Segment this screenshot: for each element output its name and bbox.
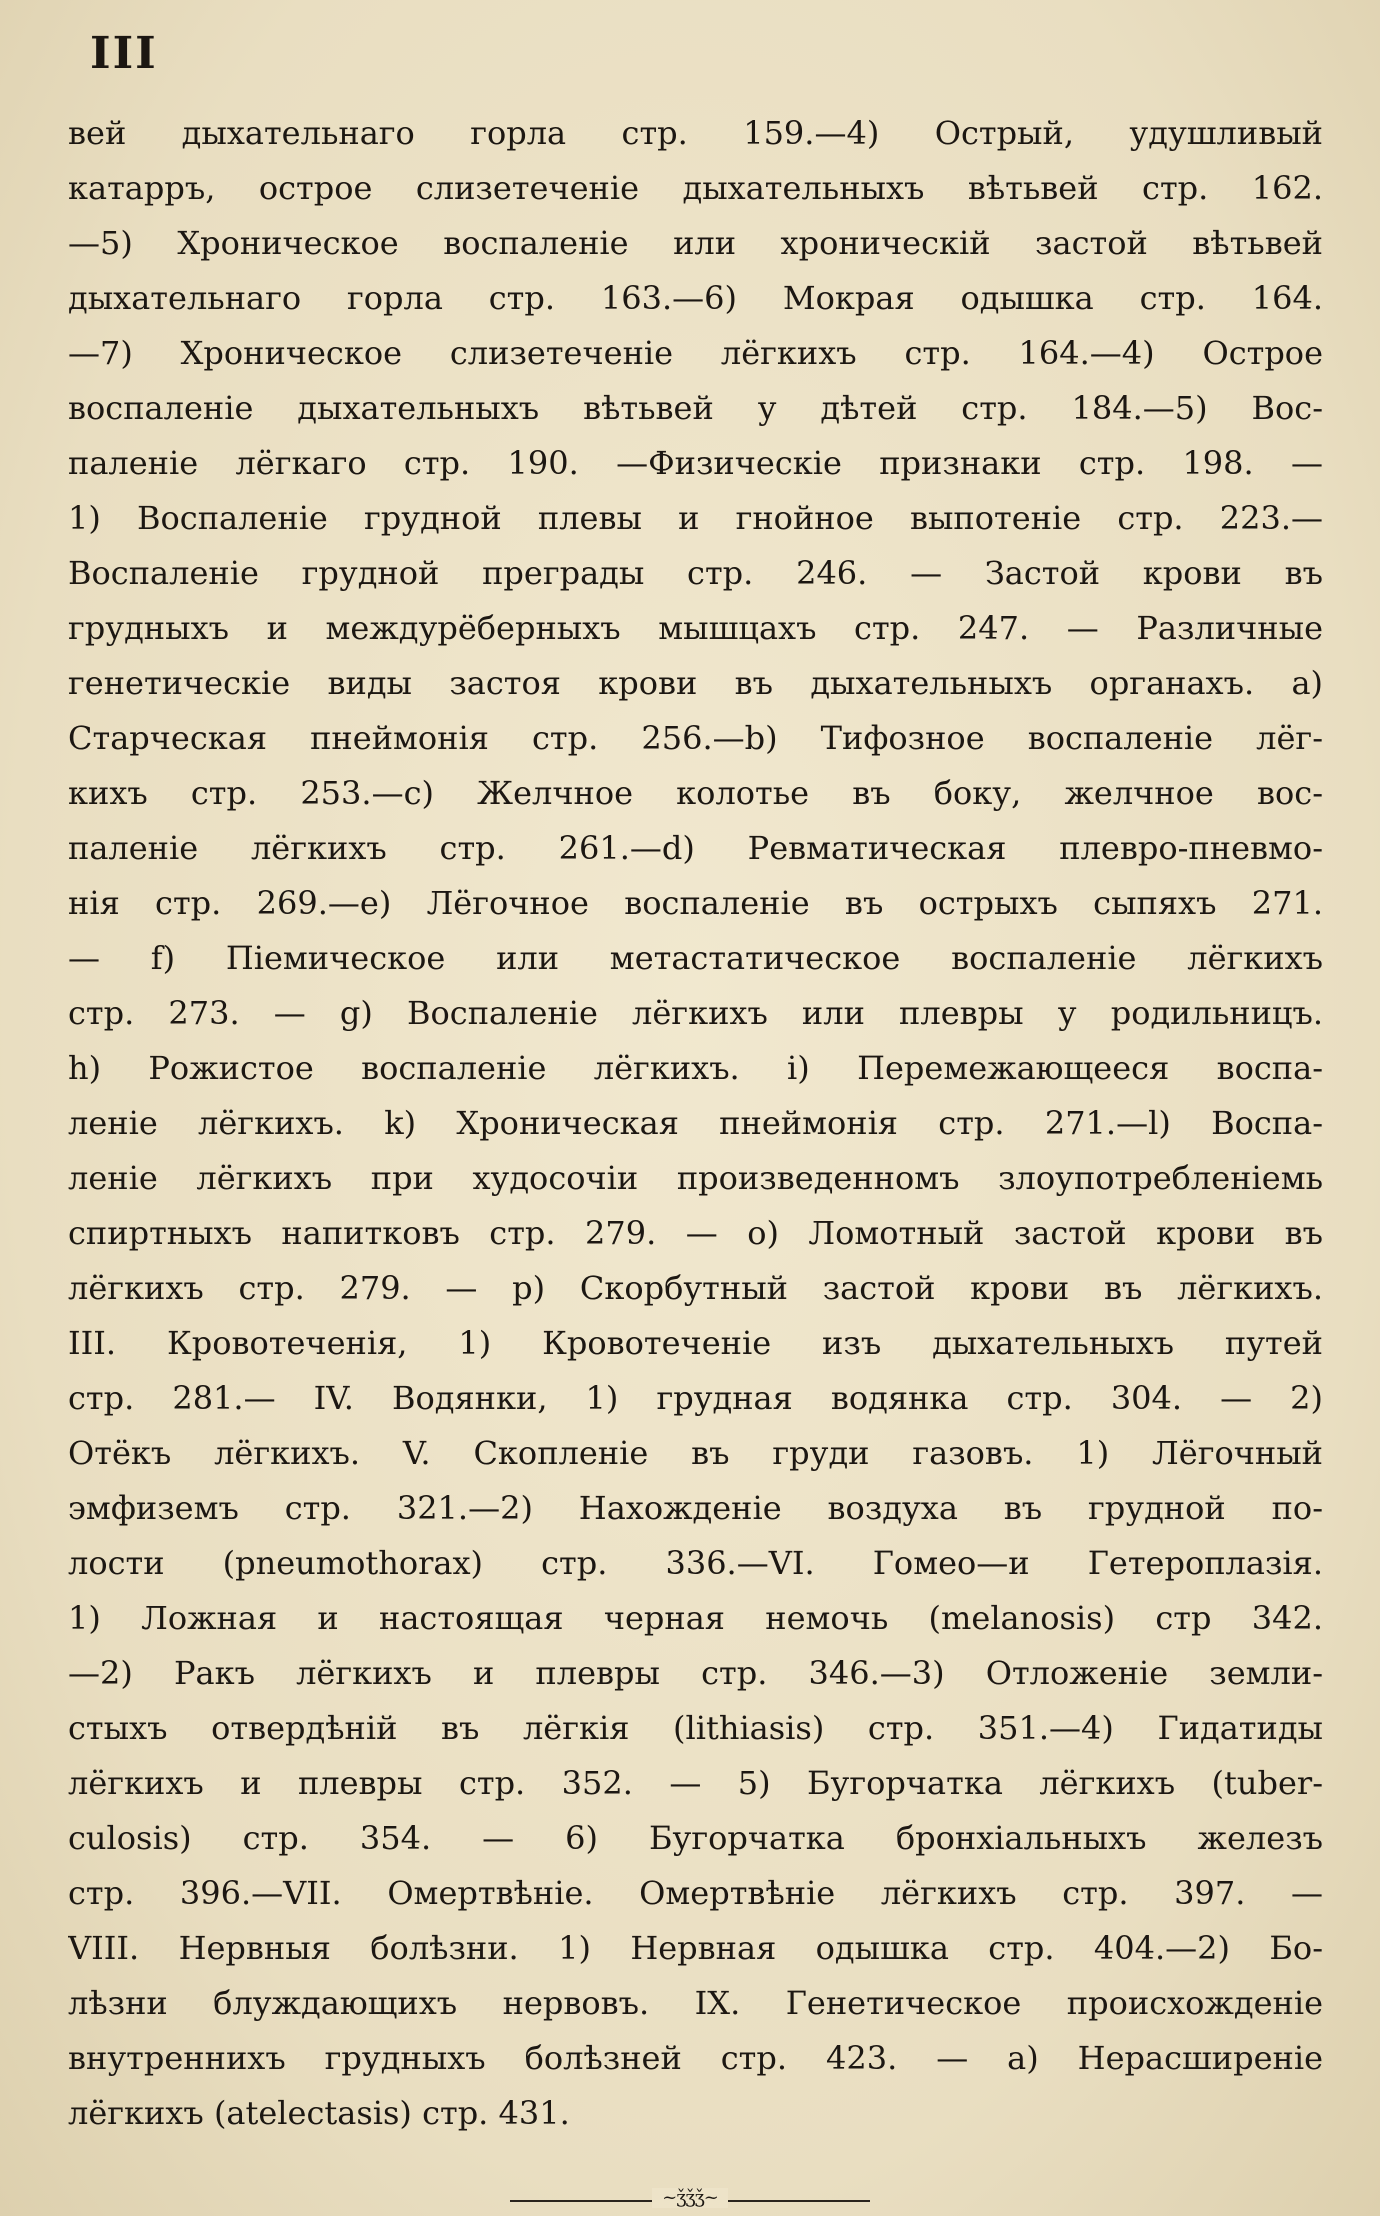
body-text xyxy=(68,106,1323,2141)
text-line: кихъ стр. 253.—с) Желчное колотье въ боку, желчное вос- xyxy=(68,774,1323,812)
text-line: culosis) стр. 354. — 6) Бугорчатка бронхіальныхъ железъ xyxy=(68,1819,1323,1857)
text-line: паленіе лёгкаго стр. 190. —Физическіе признаки стр. 198. — xyxy=(68,444,1323,482)
text-line: лёгкихъ и плевры стр. 352. — 5) Бугорчатка лёгкихъ (tuber- xyxy=(68,1764,1323,1802)
text-line: стр. 273. — g) Воспаленіе лёгкихъ или плевры у родильницъ. xyxy=(68,994,1323,1032)
text-line: — f) Піемическое или метастатическое воспаленіе лёгкихъ xyxy=(68,939,1323,977)
text-line: спиртныхъ напитковъ стр. 279. — о) Ломотный застой крови въ xyxy=(68,1214,1323,1252)
text-line: лости (pneumothorax) стр. 336.—VI. Гомео—и Гетероплазія. xyxy=(68,1544,1323,1582)
text-line: паленіе лёгкихъ стр. 261.—d) Ревматическая плевро-пневмо- xyxy=(68,829,1323,867)
text-line: генетическіе виды застоя крови въ дыхательныхъ органахъ. а) xyxy=(68,664,1323,702)
text-line: дыхательнаго горла стр. 163.—6) Мокрая одышка стр. 164. xyxy=(68,279,1323,317)
text-line: —2) Ракъ лёгкихъ и плевры стр. 346.—3) Отложеніе земли- xyxy=(68,1654,1323,1692)
text-line: лёгкихъ (atelectasis) стр. 431. xyxy=(68,2094,570,2132)
text-line: стр. 396.—VII. Омертвѣніе. Омертвѣніе лёгкихъ стр. 397. — xyxy=(68,1874,1323,1912)
text-line: VIII. Нервныя болѣзни. 1) Нервная одышка стр. 404.—2) Бо- xyxy=(68,1929,1323,1967)
text-line: Старческая пнеймонія стр. 256.—b) Тифозное воспаленіе лёг- xyxy=(68,719,1323,757)
text-line: стыхъ отвердѣній въ лёгкія (lithiasis) стр. 351.—4) Гидатиды xyxy=(68,1709,1323,1747)
text-line: III. Кровотеченія, 1) Кровотеченіе изъ дыхательныхъ путей xyxy=(68,1324,1323,1362)
text-line: леніе лёгкихъ при худосочіи произведенномъ злоупотребленіемь xyxy=(68,1159,1323,1197)
text-line: вей дыхательнаго горла стр. 159.—4) Острый, удушливый xyxy=(68,114,1323,152)
text-line: Воспаленіе грудной преграды стр. 246. — Застой крови въ xyxy=(68,554,1323,592)
text-line: лѣзни блуждающихъ нервовъ. IX. Генетическое происхожденіе xyxy=(68,1984,1323,2022)
text-line: —5) Хроническое воспаленіе или хроническій застой вѣтьвей xyxy=(68,224,1323,262)
end-ornament: ~ǯǯǯ~ xyxy=(652,2188,728,2208)
text-line: h) Рожистое воспаленіе лёгкихъ. i) Перемежающееся воспа- xyxy=(68,1049,1323,1087)
text-line: воспаленіе дыхательныхъ вѣтьвей у дѣтей стр. 184.—5) Вос- xyxy=(68,389,1323,427)
text-line: леніе лёгкихъ. k) Хроническая пнеймонія стр. 271.—l) Воспа- xyxy=(68,1104,1323,1142)
text-line: нія стр. 269.—е) Лёгочное воспаленіе въ острыхъ сыпяхъ 271. xyxy=(68,884,1323,922)
text-line: Отёкъ лёгкихъ. V. Скопленіе въ груди газовъ. 1) Лёгочный xyxy=(68,1434,1323,1472)
text-line: эмфиземъ стр. 321.—2) Нахожденіе воздуха въ грудной по- xyxy=(68,1489,1323,1527)
text-line: лёгкихъ стр. 279. — р) Скорбутный застой крови въ лёгкихъ. xyxy=(68,1269,1323,1307)
text-line: 1) Воспаленіе грудной плевы и гнойное выпотеніе стр. 223.— xyxy=(68,499,1323,537)
page-number: III xyxy=(90,28,158,79)
text-line: 1) Ложная и настоящая черная немочь (melanosis) стр 342. xyxy=(68,1599,1323,1637)
text-line: —7) Хроническое слизетеченіе лёгкихъ стр. 164.—4) Острое xyxy=(68,334,1323,372)
text-line: внутреннихъ грудныхъ болѣзней стр. 423. — а) Нерасширеніе xyxy=(68,2039,1323,2077)
text-line: стр. 281.— IV. Водянки, 1) грудная водянка стр. 304. — 2) xyxy=(68,1379,1323,1417)
text-line: катарръ, острое слизетеченіе дыхательныхъ вѣтьвей стр. 162. xyxy=(68,169,1323,207)
text-line: грудныхъ и междурёберныхъ мышцахъ стр. 247. — Различные xyxy=(68,609,1323,647)
